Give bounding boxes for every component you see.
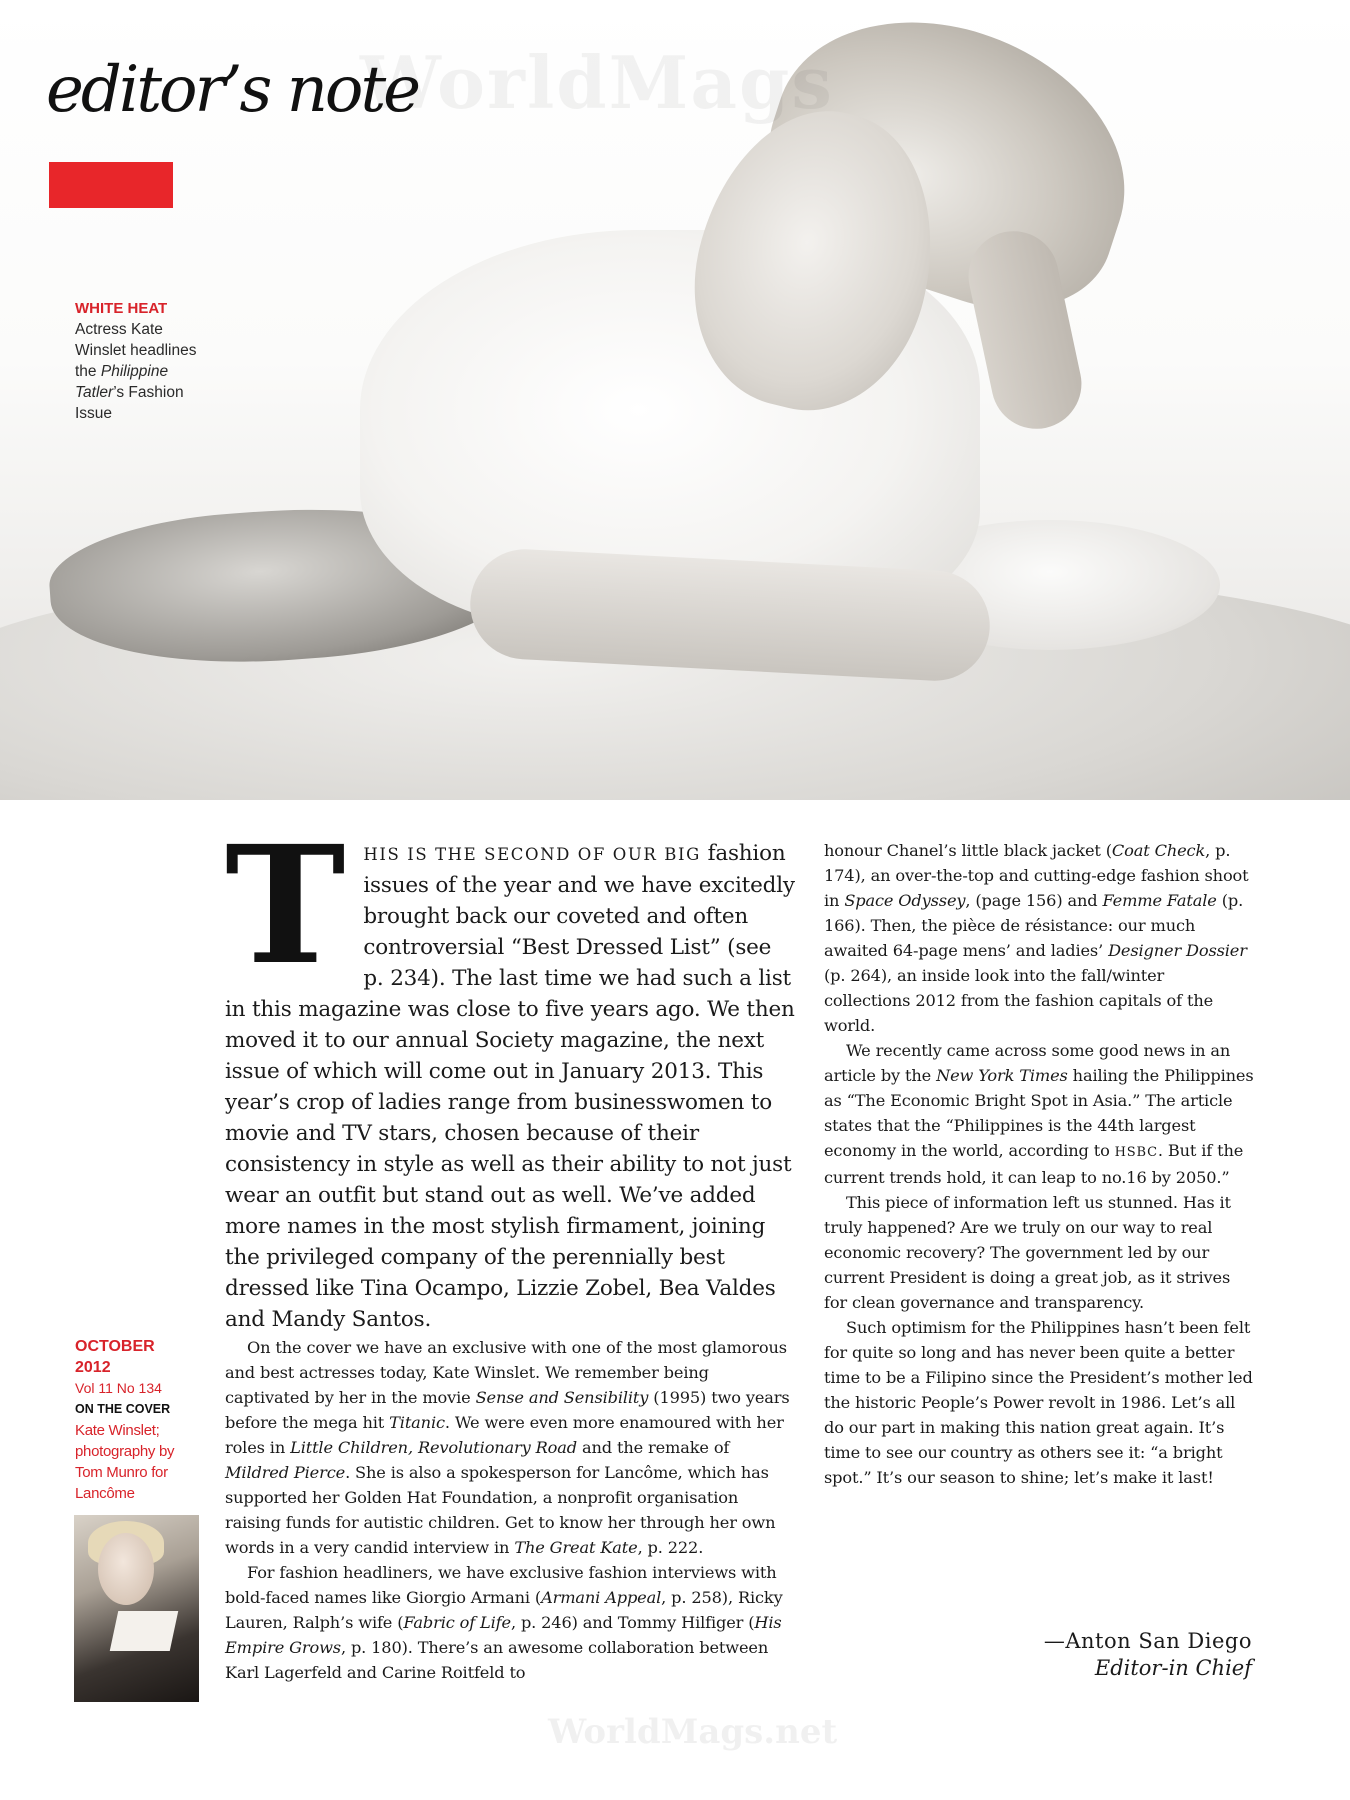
text-run: honour Chanel’s little black jacket ( — [824, 841, 1112, 860]
text-run: , p. 222. — [637, 1538, 704, 1557]
italic-title: Sense and Sensibility — [475, 1388, 649, 1407]
editor-title: Editor-in Chief — [1094, 1656, 1252, 1680]
paragraph-cover-story — [225, 1335, 797, 1560]
italic-title: Designer Dossier — [1108, 941, 1247, 960]
italic-title: Space Odyssey — [844, 891, 966, 910]
small-caps-text: HSBC — [1114, 1145, 1158, 1160]
italic-title: Little Children, Revolutionary Road — [290, 1438, 577, 1457]
accent-bar — [49, 162, 173, 208]
italic-title: Mildred Pierce — [225, 1463, 346, 1482]
cover-credit: Kate Winslet; photography by Tom Munro for Lancôme — [75, 1422, 175, 1502]
text-run: (p. 264), an inside look into the fall/winter collections 2012 from the fashion capitals of the world. — [824, 966, 1214, 1035]
italic-title: Titanic — [389, 1413, 445, 1432]
paragraph-stunned: This piece of information left us stunned. Has it truly happened? Are we truly on our way to real economic recovery? The government led by our current President is doing a great job, as it strives for clean governance and transparency. — [824, 1193, 1231, 1312]
caption-headline: WHITE HEAT — [75, 300, 168, 317]
lead-text: fashion issues of the year and we have excitedly brought back our coveted and often controversial “Best Dressed List” (see p. 234). The last time we had such a list in this magazine was close to five years ago. We then moved it to our annual Society magazine, the next issue of which will come out in January 2013. This year’s crop of ladies range from businesswomen to movie and TV stars, chosen because of their consistency in style as well as their ability to not just wear an outfit but stand out as well. We’ve added more names in the most stylish firmament, joining the privileged company of the perennially best dressed like Tina Ocampo, Lizzie Zobel, Bea Valdes and Mandy Santos. — [225, 841, 795, 1332]
caption-text-end: ’s Fashion Issue — [75, 384, 184, 422]
on-the-cover-label: ON THE COVER — [75, 1402, 171, 1416]
text-run: hailing the Philippines as “The Economic Bright Spot in Asia.” The article states that the “Philippines is the 44th largest economy in the world, according to — [824, 1066, 1254, 1160]
text-run: and the remake of — [577, 1438, 730, 1457]
text-run: , p. 258), Ricky Lauren, Ralph’s wife ( — [225, 1588, 783, 1632]
italic-title: New York Times — [936, 1066, 1068, 1085]
issue-month: OCTOBER — [75, 1338, 155, 1355]
footer-watermark: WorldMags.net — [548, 1712, 838, 1752]
thumbnail-face-shape — [98, 1533, 154, 1605]
text-run: , p. 180). There’s an awesome collaboration between Karl Lagerfeld and Carine Roitfeld to — [225, 1638, 769, 1682]
header-watermark: WorldMags — [360, 40, 834, 125]
signature — [940, 1628, 1252, 1682]
text-run: For fashion headliners, we have exclusive fashion interviews with bold-faced names like Giorgio Armani ( — [225, 1563, 777, 1607]
paragraph-fashion-headliners — [225, 1560, 797, 1685]
lead-paragraph — [225, 811, 797, 1335]
italic-title: The Great Kate — [514, 1538, 638, 1557]
article-column-right — [824, 838, 1254, 1490]
text-run: , p. 246) and Tommy Hilfiger ( — [510, 1613, 755, 1632]
thumbnail-collar-shape — [110, 1611, 179, 1651]
editor-name: —Anton San Diego — [1043, 1629, 1252, 1653]
lead-small-caps: HIS IS THE SECOND OF OUR BIG — [363, 845, 701, 864]
text-run: On the cover we have an exclusive with one of the most glamorous and best actresses today, Kate Winslet. We remember being captivated by her in the movie — [225, 1338, 787, 1407]
issue-year: 2012 — [75, 1359, 111, 1376]
text-run: . But if the current trends hold, it can leap to no.16 by 2050.” — [824, 1141, 1244, 1187]
text-run: We recently came across some good news in an article by the — [824, 1041, 1231, 1085]
text-run: (1995) two years before the mega hit — [225, 1388, 790, 1432]
paragraph-continued — [824, 838, 1254, 1038]
caption-text: Actress Kate Winslet headlines the — [75, 321, 197, 380]
text-run: (p. 166). Then, the pièce de résistance: our much awaited 64-page mens’ and ladies’ — [824, 891, 1244, 960]
issue-info — [75, 1336, 205, 1504]
caption-italic: Philippine Tatler — [75, 363, 169, 401]
italic-title: His Empire Grows — [225, 1613, 782, 1657]
drop-cap: T — [225, 811, 346, 1001]
photo-caption — [75, 298, 215, 424]
text-run: . We were even more enamoured with her roles in — [225, 1413, 784, 1457]
italic-title: Fabric of Life — [403, 1613, 511, 1632]
article-column-left — [225, 811, 797, 1685]
italic-title: Coat Check — [1111, 841, 1206, 860]
page-title: editor’s note — [46, 53, 419, 127]
issue-volume: Vol 11 No 134 — [75, 1380, 162, 1396]
italic-title: Armani Appeal — [541, 1588, 662, 1607]
text-run: . She is also a spokesperson for Lancôme, which has supported her Golden Hat Foundation, a nonprofit organisation raising funds for autistic children. Get to know her through her own words in a very candid interview in — [225, 1463, 776, 1557]
paragraph-optimism: Such optimism for the Philippines hasn’t been felt for quite so long and has never been quite a better time to be a Filipino since the President’s mother led the historic People’s Power revolt in 1986. Let’s all do our part in making this nation great again. It’s time to see our country as others see it: “a bright spot.” It’s our season to shine; let’s make it last! — [824, 1318, 1253, 1487]
text-run: , (page 156) and — [965, 891, 1103, 910]
cover-thumbnail — [74, 1515, 199, 1702]
italic-title: Femme Fatale — [1102, 891, 1217, 910]
paragraph-good-news — [824, 1038, 1254, 1190]
text-run: , p. 174), an over-the-top and cutting-edge fashion shoot in — [824, 841, 1249, 910]
